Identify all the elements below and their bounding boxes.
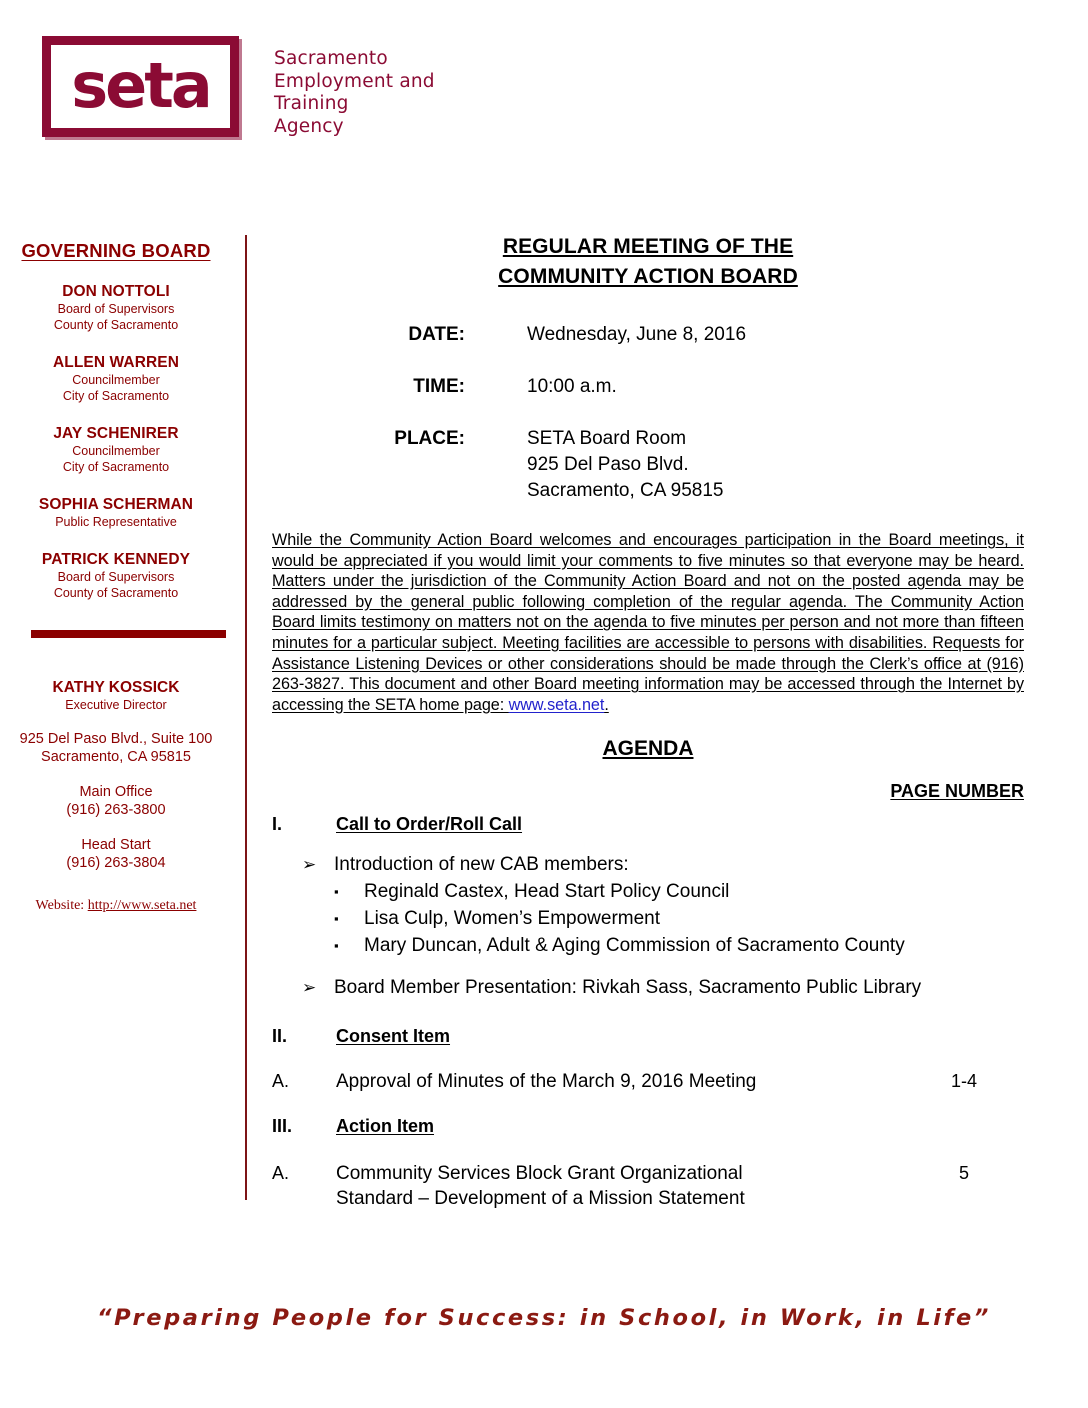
board-member-name: JAY SCHENIRER: [53, 425, 179, 442]
website-label: Website:: [35, 898, 85, 913]
meeting-info-block: [272, 322, 1024, 504]
director-name: KATHY KOSSICK: [52, 679, 180, 696]
org-name-line-2: Employment and: [274, 70, 435, 92]
agenda-item-text-line-1: Community Services Block Grant Organizational: [336, 1163, 743, 1185]
agenda-item-text-line-1: Approval of Minutes of the March 9, 2016 Meeting: [336, 1071, 757, 1093]
address-line-1: 925 Del Paso Blvd., Suite 100: [19, 731, 213, 747]
sidebar-heading: GOVERNING BOARD: [21, 240, 211, 261]
meeting-info-row-place: [272, 426, 1024, 504]
square-bullet-icon: ▪: [334, 938, 339, 954]
board-member-role-1: Board of Supervisors: [57, 302, 175, 316]
vertical-divider: [245, 235, 247, 1200]
agenda-heading-text: AGENDA: [602, 737, 694, 761]
public-participation-notice: [272, 530, 1024, 715]
section-1-title: Call to Order/Roll Call: [336, 814, 523, 835]
director-title: Executive Director: [65, 698, 167, 712]
board-member-role-1: Councilmember: [72, 373, 160, 387]
sidebar-divider-rule: [31, 630, 226, 638]
meeting-info-row-time: [272, 374, 1024, 400]
address-line-2: Sacramento, CA 95815: [41, 749, 191, 765]
time-value: [465, 374, 617, 400]
place-value-line-2: 925 Del Paso Blvd.: [527, 454, 689, 475]
board-member: [0, 495, 232, 530]
place-value: [465, 426, 723, 504]
agenda-item-text: [336, 1069, 904, 1094]
organization-name: [274, 48, 435, 138]
director-contact-block: [0, 678, 232, 914]
agenda-section-3: [272, 1116, 1024, 1137]
page-number-column-heading: [272, 781, 1024, 802]
main-office-phone: (916) 263-3800: [66, 802, 166, 818]
board-member-role-1: Board of Supervisors: [57, 570, 175, 584]
agenda-item-text: [336, 1161, 904, 1211]
section-2-numeral: II.: [272, 1026, 288, 1047]
time-label: TIME:: [413, 376, 465, 397]
place-value-line-1: SETA Board Room: [527, 428, 687, 449]
board-member-role-2: City of Sacramento: [62, 389, 170, 403]
website-link[interactable]: http://www.seta.net: [87, 898, 197, 913]
director-address: [0, 730, 232, 766]
date-value-line-1: Wednesday, June 8, 2016: [527, 324, 747, 345]
new-member-text: Mary Duncan, Adult & Aging Commission of Sacramento County: [364, 935, 905, 957]
new-member-text: Lisa Culp, Women’s Empowerment: [364, 908, 661, 930]
section-1-numeral: I.: [272, 814, 283, 835]
agenda-item-page-number: 1-4: [950, 1071, 977, 1092]
arrow-bullet-icon: ➢: [302, 855, 317, 875]
notice-tail: .: [604, 695, 609, 714]
agenda-section-1: [272, 814, 1024, 835]
board-member: [0, 282, 232, 333]
arrow-bullet-icon: ➢: [302, 978, 317, 998]
board-member-presentation-text: Board Member Presentation: Rivkah Sass, Sacramento Public Library: [334, 977, 922, 999]
agenda-item: [272, 1069, 1024, 1094]
date-label: DATE:: [408, 324, 465, 345]
agenda-item-letter: A.: [272, 1071, 290, 1092]
agenda-item-page-number: 5: [958, 1163, 969, 1184]
time-value-line-1: 10:00 a.m.: [527, 376, 617, 397]
agenda-item-letter: A.: [272, 1163, 290, 1184]
board-member-role-2: City of Sacramento: [62, 460, 170, 474]
place-value-line-3: Sacramento, CA 95815: [527, 480, 724, 501]
place-label: PLACE:: [394, 428, 465, 449]
board-member: [0, 550, 232, 601]
main-content: [272, 232, 1024, 1211]
agenda-section-2: [272, 1026, 1024, 1047]
seta-logo-icon: [42, 36, 239, 137]
date-value: [465, 322, 746, 348]
board-member-role-1: Councilmember: [72, 444, 160, 458]
meeting-info-row-date: [272, 322, 1024, 348]
square-bullet-icon: ▪: [334, 911, 339, 927]
page-title-line-1: REGULAR MEETING OF THE: [502, 235, 794, 258]
board-member-name: ALLEN WARREN: [52, 354, 180, 371]
main-office-contact: [0, 783, 232, 819]
board-member-name: DON NOTTOLI: [62, 283, 170, 300]
head-start-contact: [0, 836, 232, 872]
board-member-role-2: County of Sacramento: [53, 318, 179, 332]
section-3-title: Action Item: [336, 1116, 435, 1137]
square-bullet-icon: ▪: [334, 884, 339, 900]
seta-home-page-link[interactable]: www.seta.net: [508, 695, 605, 714]
logo-wordmark: seta: [71, 48, 210, 122]
head-start-phone: (916) 263-3804: [66, 855, 166, 871]
section-2-title: Consent Item: [336, 1026, 451, 1047]
board-member: [0, 353, 232, 404]
board-member-presentation-item: [272, 976, 1024, 1000]
intro-cab-members-item: [272, 853, 1024, 877]
main-office-label: Main Office: [79, 784, 153, 800]
logo-block: [42, 36, 442, 156]
org-name-line-1: Sacramento: [274, 48, 388, 69]
page-number-heading-text: PAGE NUMBER: [890, 781, 1024, 802]
org-name-line-4: Agency: [274, 115, 344, 137]
board-member-name: SOPHIA SCHERMAN: [38, 496, 194, 513]
intro-cab-members-text: Introduction of new CAB members:: [334, 854, 629, 876]
board-member-name: PATRICK KENNEDY: [41, 551, 191, 568]
board-member-role-2: County of Sacramento: [53, 586, 179, 600]
new-member-text: Reginald Castex, Head Start Policy Council: [364, 881, 730, 903]
new-member-item: [272, 879, 1024, 904]
section-3-numeral: III.: [272, 1116, 293, 1137]
new-member-item: [272, 933, 1024, 958]
org-name-line-3: Training: [274, 93, 349, 114]
board-member-role-1: Public Representative: [55, 515, 177, 529]
new-member-item: [272, 906, 1024, 931]
agenda-item: [272, 1161, 1024, 1211]
footer-tagline: “Preparing People for Success: in School, in Work, in Life”: [97, 1305, 991, 1331]
agenda-heading: [272, 737, 1024, 761]
agenda-item-text-line-2: Standard – Development of a Mission Statement: [336, 1188, 745, 1210]
page-title-line-2: COMMUNITY ACTION BOARD: [498, 265, 798, 288]
governing-board-sidebar: [0, 240, 232, 913]
notice-body: While the Community Action Board welcomes and encourages participation in the Board meetings, it would be appreciated if you would limit your comments to five minutes so that everyone may be heard. Matters under the jurisdiction of the Community Action Board and not on the posted agenda may be addressed by the general public following completion of the regular agenda. The Community Action Board limits testimony on matters not on the agenda to five minutes per person and not more than fifteen minutes for a particular subject. Meeting facilities are accessible to persons with disabilities. Requests for Assistance Listening Devices or other considerations should be made through the Clerk’s office at (916) 263-3827. This document and other Board meeting information may be accessed through the Internet by accessing the SETA home page:: [272, 531, 1024, 714]
website-line: [0, 898, 232, 914]
head-start-label: Head Start: [81, 837, 151, 853]
page-title: [272, 232, 1024, 292]
board-member: [0, 424, 232, 475]
